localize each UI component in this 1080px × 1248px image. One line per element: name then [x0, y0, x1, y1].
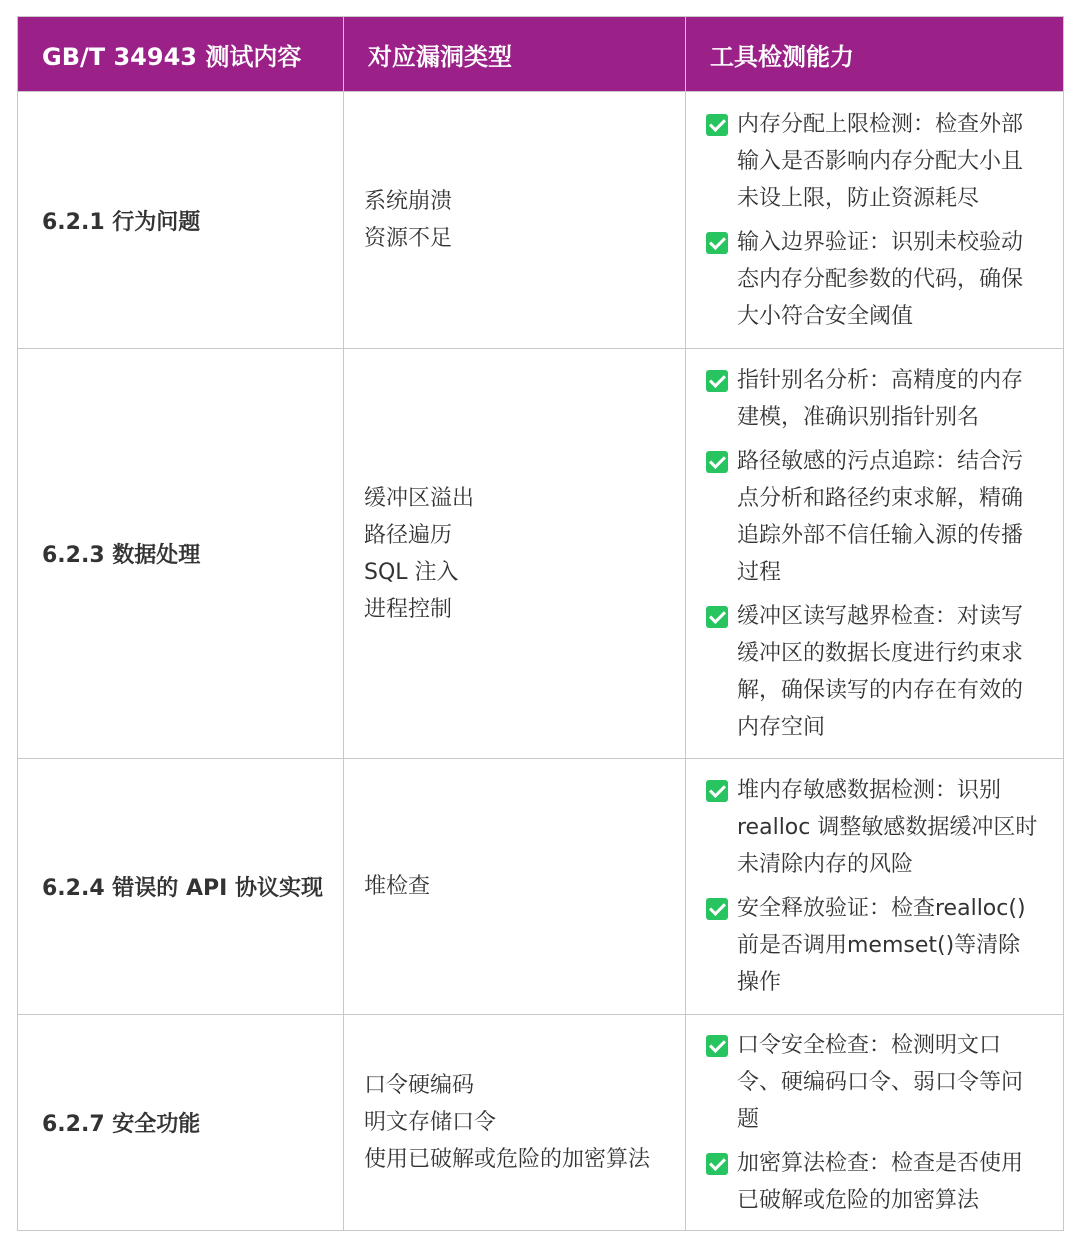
capability-cell: [686, 1015, 1064, 1231]
capability-item: [706, 772, 1041, 883]
checkbox-checked-icon: [706, 606, 728, 628]
table-header-row: [18, 17, 1064, 92]
vuln-type-item: 资源不足: [364, 226, 453, 251]
checkbox-checked-icon: [706, 232, 728, 254]
capability-text: 加密算法检查：检查是否使用已破解或危险的加密算法: [737, 1150, 1024, 1213]
checkbox-checked-icon: [706, 370, 728, 392]
capability-item: [706, 362, 1041, 436]
vuln-type-item: 路径遍历: [364, 522, 453, 548]
checkbox-checked-icon: [706, 114, 728, 136]
section-cell: 6.2.1 行为问题: [18, 92, 344, 349]
vuln-type-list: [364, 183, 665, 257]
vuln-type-item: 堆检查: [364, 874, 431, 899]
capability-text: 内存分配上限检测：检查外部输入是否影响内存分配大小且未设上限，防止资源耗尽: [737, 111, 1024, 211]
capability-item: [706, 598, 1041, 746]
standard-mapping-table: [17, 16, 1064, 1231]
table-row: [18, 759, 1064, 1015]
vuln-type-item: 明文存储口令: [364, 1110, 497, 1135]
vuln-type-cell: [344, 759, 686, 1015]
capability-item: [706, 224, 1041, 335]
vuln-type-list: [364, 868, 665, 905]
vuln-type-list: [364, 480, 665, 628]
capability-text: 指针别名分析：高精度的内存建模，准确识别指针别名: [737, 367, 1024, 430]
capability-item: [706, 1145, 1041, 1219]
header-test-content: GB/T 34943 测试内容: [18, 17, 344, 92]
capability-text: 缓冲区读写越界检查：对读写缓冲区的数据长度进行约束求解，确保读写的内存在有效的内存空间: [737, 603, 1024, 740]
capability-cell: [686, 349, 1064, 759]
capability-text: 安全释放验证：检查realloc()前是否调用memset()等清除操作: [737, 896, 1026, 995]
vuln-type-cell: [344, 92, 686, 349]
section-cell: 6.2.4 错误的 API 协议实现: [18, 759, 344, 1015]
vuln-type-list: [364, 1067, 665, 1178]
vuln-type-item: 口令硬编码: [364, 1073, 475, 1098]
table-row: [18, 1015, 1064, 1231]
capability-text: 路径敏感的污点追踪：结合污点分析和路径约束求解，精确追踪外部不信任输入源的传播过程: [737, 448, 1024, 585]
vuln-type-item: 系统崩溃: [364, 189, 453, 214]
table-row: [18, 92, 1064, 349]
capability-text: 口令安全检查：检测明文口令、硬编码口令、弱口令等问题: [737, 1032, 1024, 1132]
capability-cell: [686, 759, 1064, 1015]
capability-item: [706, 106, 1041, 217]
vuln-type-item: SQL 注入: [364, 559, 459, 585]
capability-item: [706, 1027, 1041, 1138]
capability-text: 堆内存敏感数据检测：识别 realloc 调整敏感数据缓冲区时未清除内存的风险: [737, 778, 1038, 877]
checkbox-checked-icon: [706, 451, 728, 473]
header-vuln-type: 对应漏洞类型: [344, 17, 686, 92]
table-row: [18, 349, 1064, 759]
capability-item: [706, 443, 1041, 591]
capability-item: [706, 890, 1041, 1001]
section-cell: 6.2.3 数据处理: [18, 349, 344, 759]
header-tool-capability: 工具检测能力: [686, 17, 1064, 92]
checkbox-checked-icon: [706, 1035, 728, 1057]
checkbox-checked-icon: [706, 780, 728, 802]
vuln-type-item: 缓冲区溢出: [364, 485, 475, 511]
capability-cell: [686, 92, 1064, 349]
vuln-type-cell: [344, 1015, 686, 1231]
checkbox-checked-icon: [706, 898, 728, 920]
vuln-type-cell: [344, 349, 686, 759]
capability-text: 输入边界验证：识别未校验动态内存分配参数的代码，确保大小符合安全阈值: [737, 229, 1024, 329]
section-cell: 6.2.7 安全功能: [18, 1015, 344, 1231]
checkbox-checked-icon: [706, 1153, 728, 1175]
vuln-type-item: 进程控制: [364, 596, 453, 622]
vuln-type-item: 使用已破解或危险的加密算法: [364, 1147, 651, 1172]
